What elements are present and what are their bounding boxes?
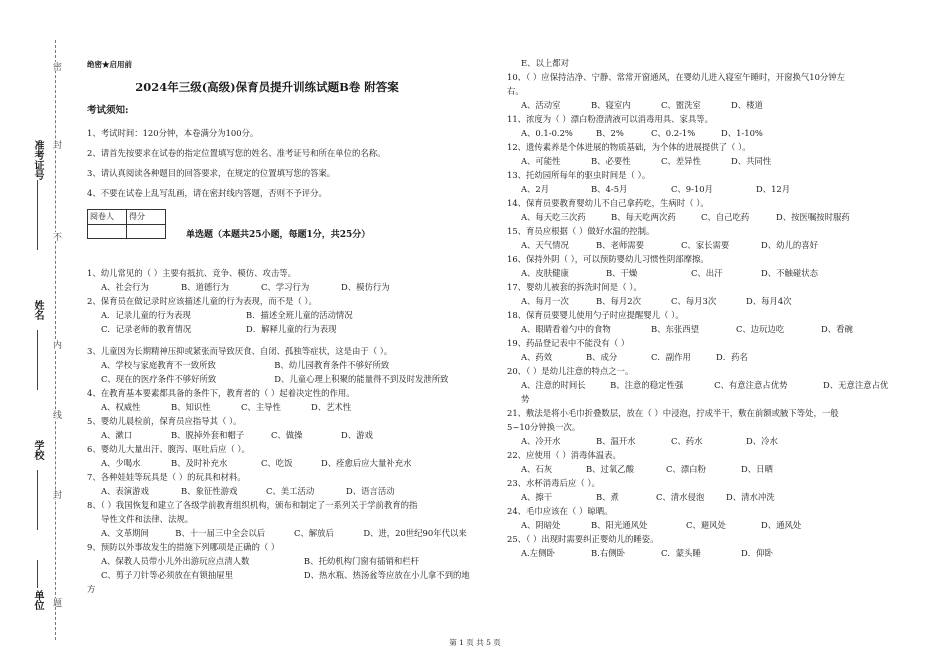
answer-option[interactable]: A、文革期间 — [101, 528, 149, 538]
score-table — [87, 209, 166, 239]
answer-option[interactable]: C、有意注意占优势 — [714, 380, 788, 390]
question-text: 2、保育员在做记录时应该描述儿童的行为表现，而不是（ ）。 — [87, 296, 317, 306]
question-list-right — [507, 56, 932, 560]
answer-options — [507, 462, 932, 476]
binding-margin — [0, 0, 70, 671]
answer-option[interactable]: B、十一届三中全会以后 — [175, 528, 266, 538]
answer-options — [87, 280, 492, 294]
answer-option[interactable]: A、表演游戏 — [101, 486, 149, 496]
margin-glyph: 封 — [51, 490, 61, 499]
answer-option[interactable]: C．蒙头睡 — [661, 548, 701, 558]
question-text: 右。 — [507, 86, 524, 96]
answer-option[interactable]: B、必要性 — [591, 156, 631, 166]
answer-option[interactable]: B．描述全班儿童的活动情况 — [246, 310, 353, 320]
answer-option[interactable]: D、共同性 — [731, 156, 772, 166]
exam-number-blank — [37, 180, 38, 250]
answer-options — [87, 568, 492, 582]
margin-glyph: 密 — [51, 62, 61, 71]
answer-option[interactable]: A、阴暗处 — [521, 520, 561, 530]
question-text: 6、婴幼儿大量出汗、腹泻、呕吐后应（ ）。 — [87, 444, 250, 454]
answer-option[interactable]: C、每月3次 — [671, 296, 717, 306]
question-text: 12、遗传素养是个体进展的物质基础，为个体的进展提供了（ ）。 — [507, 142, 751, 152]
answer-option[interactable]: D、模仿行为 — [341, 282, 390, 292]
answer-option[interactable]: D、12月 — [756, 184, 791, 194]
grader-blank[interactable] — [88, 225, 127, 239]
answer-option[interactable]: C、避风处 — [686, 520, 726, 530]
answer-option[interactable]: D、看碗 — [821, 324, 853, 334]
answer-options — [87, 400, 492, 414]
section-heading: 单选题（本题共25小题，每题1分，共25分） — [186, 230, 371, 240]
score-blank[interactable] — [127, 225, 166, 239]
answer-option[interactable]: A、注意的时间长 — [521, 380, 586, 390]
answer-option[interactable]: D、日晒 — [741, 464, 773, 474]
answer-option[interactable]: D、按医嘱按时服药 — [776, 212, 850, 222]
question-text: 10、（ ）应保持洁净、宁静、常常开窗通风，在婴幼儿进入寝室午睡时，开窗换气10分钟左 — [507, 72, 846, 82]
answer-option[interactable]: D、游戏 — [341, 430, 373, 440]
notice-item: 1、考试时间：120分钟，本卷满分为100分。 — [87, 128, 259, 138]
answer-option[interactable]: A、擦干 — [521, 492, 553, 502]
answer-option[interactable]: A、天气情况 — [521, 240, 569, 250]
question-text: 15、育员应根据（ ）做好水温的控制。 — [507, 226, 655, 236]
answer-option[interactable]: C、做操 — [271, 430, 303, 440]
question-text: 16、保持外阴（ ），可以预防婴幼儿习惯性阴部摩擦。 — [507, 254, 709, 264]
question-text: 方 — [87, 584, 96, 594]
answer-option[interactable]: B、过氧乙酸 — [586, 464, 635, 474]
answer-option[interactable]: D、1-10% — [721, 128, 763, 138]
answer-option[interactable]: A、学校与家庭教育不一致所致 — [101, 360, 216, 370]
answer-option[interactable]: B、每天吃两次药 — [611, 212, 676, 222]
answer-option[interactable]: B、4-5月 — [591, 184, 628, 194]
answer-option[interactable]: C、解放后 — [294, 528, 334, 538]
answer-option[interactable]: A、可能性 — [521, 156, 561, 166]
answer-option[interactable]: A、漱口 — [101, 430, 133, 440]
notice-heading: 考试须知: — [87, 105, 129, 116]
answer-option[interactable]: D、每月4次 — [746, 296, 792, 306]
answer-option[interactable]: C、药水 — [671, 436, 703, 446]
question-text: 5、婴幼儿晨检前，保育员应指导其（ ）。 — [87, 416, 242, 426]
answer-option[interactable]: B、老师需要 — [596, 240, 645, 250]
answer-option[interactable]: D、语言活动 — [346, 486, 395, 496]
answer-option[interactable]: C、0.2-1% — [651, 128, 696, 138]
answer-option[interactable]: D、清水冲洗 — [726, 492, 775, 502]
answer-option[interactable]: A、冷开水 — [521, 436, 561, 446]
margin-label-unit: 单位 — [32, 590, 43, 610]
answer-option[interactable]: B.右侧卧 — [591, 548, 625, 558]
answer-options — [507, 322, 932, 336]
continuation-text: 导性文件和法律、法规。 — [101, 514, 194, 524]
margin-label-name: 姓名 — [32, 300, 43, 320]
answer-option[interactable]: C、漂白粉 — [666, 464, 706, 474]
question-text: 9、预防以外事故发生的措施下列哪项是正确的（ ） — [87, 542, 280, 552]
answer-option[interactable]: D．解释儿童的行为表现 — [246, 324, 337, 334]
answer-option[interactable]: B、干燥 — [606, 268, 638, 278]
answer-option[interactable]: D、楼道 — [731, 100, 763, 110]
answer-option[interactable]: C、边玩边吃 — [736, 324, 785, 334]
answer-option[interactable]: D、艺术性 — [311, 402, 352, 412]
answer-options — [507, 490, 932, 504]
answer-option[interactable]: B、东张西望 — [651, 324, 700, 334]
answer-option[interactable]: C．副作用 — [651, 352, 691, 362]
answer-options — [507, 98, 932, 112]
answer-option[interactable]: C、盥洗室 — [661, 100, 701, 110]
answer-option[interactable]: A、皮肤健康 — [521, 268, 569, 278]
question-text: 20、（ ）是幼儿注意的特点之一。 — [507, 366, 634, 376]
unit-blank — [37, 560, 38, 588]
left-column — [87, 58, 492, 596]
question-list-left — [87, 266, 492, 596]
margin-glyph: 不 — [51, 232, 61, 241]
answer-option[interactable]: D、痊愈后应大量补充水 — [321, 458, 412, 468]
answer-option[interactable]: C、美工活动 — [266, 486, 315, 496]
answer-option[interactable]: C、现在的医疗条件不够好所致 — [101, 374, 217, 384]
answer-option[interactable]: D、幼儿的喜好 — [761, 240, 818, 250]
answer-option[interactable]: C、吃饭 — [261, 458, 293, 468]
page-footer: 第 1 页 共 5 页 — [449, 638, 501, 647]
answer-option[interactable]: B、幼儿园教育条件不够好所致 — [274, 360, 390, 370]
answer-option[interactable]: B、注意的稳定性强 — [610, 380, 684, 390]
question-text: 8、（ ）我国恢复和建立了各级学前教育组织机构，颁布和制定了一系列关于学前教育的指 — [87, 500, 418, 510]
answer-option[interactable]: C、自己吃药 — [701, 212, 750, 222]
answer-options — [507, 210, 932, 224]
question-text: 4、在教育基本要素都具备的条件下，教育者的（ ）起着决定性的作用。 — [87, 388, 355, 398]
answer-option[interactable]: C、家长需要 — [681, 240, 730, 250]
answer-option[interactable]: D、热水瓶、热汤盆等应放在小儿拿不到的地 — [303, 570, 470, 580]
answer-options — [507, 378, 932, 392]
answer-option[interactable]: D、进，20世纪90年代以来 — [363, 528, 467, 538]
question-text: 11、浓度为（ ）漂白粉澄清液可以消毒用具、家具等。 — [507, 114, 713, 124]
answer-option[interactable]: C、出汗 — [691, 268, 723, 278]
page-title: 2024年三级(高级)保育员提升训练试题B卷 附答案 — [135, 80, 399, 94]
answer-option[interactable]: D、儿童心理上积聚的能量得不到及时发泄所致 — [274, 374, 449, 384]
answer-option[interactable]: B、阳光通风处 — [591, 520, 648, 530]
answer-option[interactable]: A、每月一次 — [521, 296, 569, 306]
right-column — [507, 56, 932, 560]
answer-option[interactable]: A、保教人员带小儿外出游玩应点清人数 — [101, 556, 250, 566]
answer-options — [87, 554, 492, 568]
answer-options — [507, 350, 932, 364]
answer-option[interactable]: B、道德行为 — [181, 282, 230, 292]
answer-option[interactable]: D．药名 — [716, 352, 748, 362]
answer-option[interactable]: A、活动室 — [521, 100, 561, 110]
answer-option[interactable]: B、寝室内 — [591, 100, 631, 110]
answer-option[interactable]: B、脱掉外套和帽子 — [171, 430, 245, 440]
answer-option[interactable]: C、剪子刀针等必须放在有锁抽屉里 — [101, 570, 234, 580]
continuation-text: 势 — [521, 394, 530, 404]
question-text: 17、婴幼儿被套的拆洗时间是（ ）。 — [507, 282, 642, 292]
answer-option[interactable]: A．记录儿童的行为表现 — [101, 310, 191, 320]
question-text: 22、应使用（ ）消毒体温表。 — [507, 450, 621, 460]
margin-glyph: 内 — [51, 340, 61, 349]
notice-item: 4、不要在试卷上乱写乱画，请在密封线内答题，否则不予评分。 — [87, 188, 327, 198]
school-blank — [37, 470, 38, 530]
answer-option[interactable]: B、温开水 — [596, 436, 636, 446]
continuation-text: E、以上都对 — [521, 58, 569, 68]
answer-option[interactable]: A、药效 — [521, 352, 553, 362]
answer-options — [87, 322, 492, 336]
answer-options — [87, 456, 492, 470]
answer-option[interactable]: A、石灰 — [521, 464, 553, 474]
question-text: 23、水杯消毒后应（ ）。 — [507, 478, 600, 488]
question-text: 5~10分钟换一次。 — [507, 422, 581, 432]
answer-options — [87, 358, 492, 372]
answer-option[interactable]: C．记录老师的教育情况 — [101, 324, 192, 334]
answer-option[interactable]: B、知识性 — [171, 402, 211, 412]
question-text: 14、保育员要教育婴幼儿不自己拿药吃，生病时（ ）。 — [507, 198, 709, 208]
answer-options — [507, 182, 932, 196]
answer-option[interactable]: A、权威性 — [101, 402, 141, 412]
answer-options — [87, 428, 492, 442]
answer-option[interactable]: B、及时补充水 — [171, 458, 228, 468]
answer-option[interactable]: C、清水侵泡 — [656, 492, 705, 502]
answer-option[interactable]: B、2% — [596, 128, 624, 138]
answer-option[interactable]: B、成分 — [586, 352, 618, 362]
question-text: 21、敷法是将小毛巾折叠数层，放在（ ）中浸泡，拧成半干，敷在前额或腋下等处，一般 — [507, 408, 839, 418]
answer-option[interactable]: B、托幼机构门窗有插销和栏杆 — [303, 556, 419, 566]
answer-option[interactable]: A、眼睛看着勺中的食物 — [521, 324, 611, 334]
answer-options — [87, 484, 492, 498]
question-text: 18、保育员要婴儿使用勺子时应提醒婴儿（ ）。 — [507, 310, 684, 320]
answer-option[interactable]: B、每月2次 — [596, 296, 641, 306]
answer-options — [507, 126, 932, 140]
question-text: 19、药品登记表中不能没有（ ） — [507, 338, 630, 348]
answer-option[interactable]: D．仰卧 — [741, 548, 773, 558]
question-text: 24、毛巾应该在（ ）晾晒。 — [507, 506, 613, 516]
answer-option[interactable]: D、冷水 — [746, 436, 778, 446]
answer-options — [507, 434, 932, 448]
answer-option[interactable]: A、0.1-0.2% — [521, 128, 573, 138]
answer-option[interactable]: B、煮 — [596, 492, 619, 502]
answer-option[interactable]: A、少喝水 — [101, 458, 141, 468]
answer-options — [507, 266, 932, 280]
margin-glyph: 题 — [51, 598, 61, 607]
answer-option[interactable]: C、差异性 — [661, 156, 701, 166]
score-cell: 得分 — [127, 210, 166, 225]
answer-option[interactable]: C、学习行为 — [261, 282, 310, 292]
question-text: 3、儿童因为长期精神压抑或紧张而导致厌食、自闭、孤独等症状，这是由于（ ）。 — [87, 346, 393, 356]
answer-options — [507, 518, 932, 532]
answer-options — [507, 154, 932, 168]
question-text: 25、（ ）出现时需要纠正婴幼儿的睡姿。 — [507, 534, 659, 544]
answer-option[interactable]: D、不触碰状态 — [761, 268, 818, 278]
notice-item: 2、请首先按要求在试卷的指定位置填写您的姓名、准考证号和所在单位的名称。 — [87, 148, 386, 158]
answer-option[interactable]: D、无意注意占优 — [823, 380, 889, 390]
score-area — [87, 206, 492, 242]
question-text: 7、各种娃娃等玩具是（ ）的玩具和材料。 — [87, 472, 246, 482]
answer-options — [507, 238, 932, 252]
question-text: 1、幼儿常见的（ ）主要有抵抗、竞争、模仿、攻击等。 — [87, 268, 296, 278]
grader-cell: 阅卷人 — [88, 210, 127, 225]
margin-label-exam-number: 准考证号 — [32, 140, 43, 180]
answer-options — [507, 546, 932, 560]
margin-glyph: 封 — [51, 140, 61, 149]
confidential-mark: 绝密★启用前 — [87, 60, 132, 69]
answer-option[interactable]: A.左侧卧 — [521, 548, 555, 558]
margin-label-school: 学校 — [32, 440, 43, 460]
answer-options — [87, 308, 492, 322]
answer-option[interactable]: A、每天吃三次药 — [521, 212, 586, 222]
notice-item: 3、请认真阅读各种题目的回答要求，在规定的位置填写您的答案。 — [87, 168, 336, 178]
name-blank — [37, 330, 38, 390]
answer-option[interactable]: A、2月 — [521, 184, 550, 194]
answer-options — [87, 372, 492, 386]
answer-option[interactable]: A、社会行为 — [101, 282, 149, 292]
answer-options — [87, 526, 492, 540]
answer-option[interactable]: C、主导性 — [241, 402, 281, 412]
question-text: 13、托幼园所每年的驱虫时间是（ ）。 — [507, 170, 651, 180]
answer-option[interactable]: B、象征性游戏 — [181, 486, 238, 496]
answer-option[interactable]: C、9-10月 — [671, 184, 713, 194]
spacer — [87, 336, 492, 344]
answer-option[interactable]: D、通风处 — [761, 520, 802, 530]
margin-glyph: 线 — [51, 410, 61, 419]
answer-options — [507, 294, 932, 308]
